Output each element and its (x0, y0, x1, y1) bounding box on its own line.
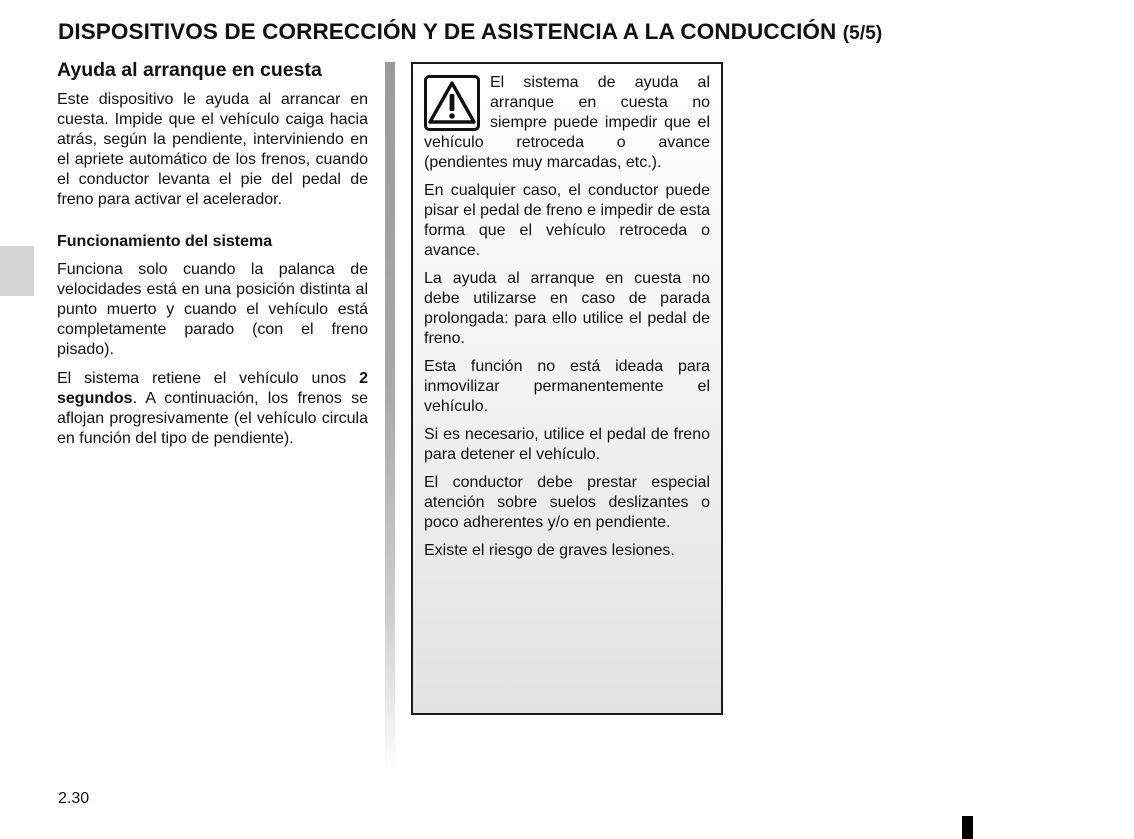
warning-paragraph: En cualquier caso, el conductor puede pisar el pedal de freno e impedir de esta forma que el vehículo retroceda o avance. (424, 182, 710, 259)
warning-paragraph: Existe el riesgo de graves lesiones. (424, 542, 675, 559)
page-number: 2.30 (58, 790, 90, 807)
warning-content (424, 73, 710, 569)
hold-time-paragraph (57, 369, 368, 449)
operation-paragraph: Funciona solo cuando la palanca de velocidades está en una posición distinta al punto muerto y cuando el vehículo está completamente parado (con el freno pisado). (57, 261, 368, 358)
subheading-operation: Funcionamiento del sistema (57, 233, 273, 250)
hold-duration: 2 segundos (57, 370, 368, 407)
warning-triangle-icon (424, 75, 480, 131)
page-title-text: DISPOSITIVOS DE CORRECCIÓN Y DE ASISTENCIA A LA CONDUCCIÓN (58, 19, 837, 44)
warning-paragraph: El sistema de ayuda al arranque en cuesta no siempre puede impedir que el vehículo retroceda o avance (pendientes muy marcadas, etc.). (424, 74, 710, 171)
section-side-tab (0, 246, 34, 296)
hold-text-after: . A continuación, los frenos se aflojan progresivamente (el vehículo circula en función del tipo de pendiente). (57, 390, 368, 447)
page-part-indicator: (5/5) (842, 23, 883, 44)
warning-paragraph: El conductor debe prestar especial atención sobre suelos deslizantes o poco adherentes y/o en pendiente. (424, 474, 710, 531)
section-title: Ayuda al arranque en cuesta (57, 59, 322, 81)
warning-paragraph: La ayuda al arranque en cuesta no debe utilizarse en caso de parada prolongada: para ello utilice el pedal de freno. (424, 270, 710, 347)
column-divider-bar (385, 62, 395, 774)
page-title (58, 18, 1098, 48)
hold-text-before: El sistema retiene el vehículo unos (57, 370, 360, 387)
warning-paragraph: Si es necesario, utilice el pedal de freno para detener el vehículo. (424, 426, 710, 463)
intro-paragraph: Este dispositivo le ayuda al arrancar en cuesta. Impide que el vehículo caiga hacia atrás, según la pendiente, interviniendo en el apriete automático de los frenos, cuando el conductor levanta el pie del pedal de freno para activar el acelerador. (57, 91, 368, 208)
left-column (57, 58, 368, 458)
page-corner-marker (962, 816, 973, 839)
warning-paragraph: Esta función no está ideada para inmovilizar permanentemente el vehículo. (424, 358, 710, 415)
warning-box (411, 62, 723, 715)
